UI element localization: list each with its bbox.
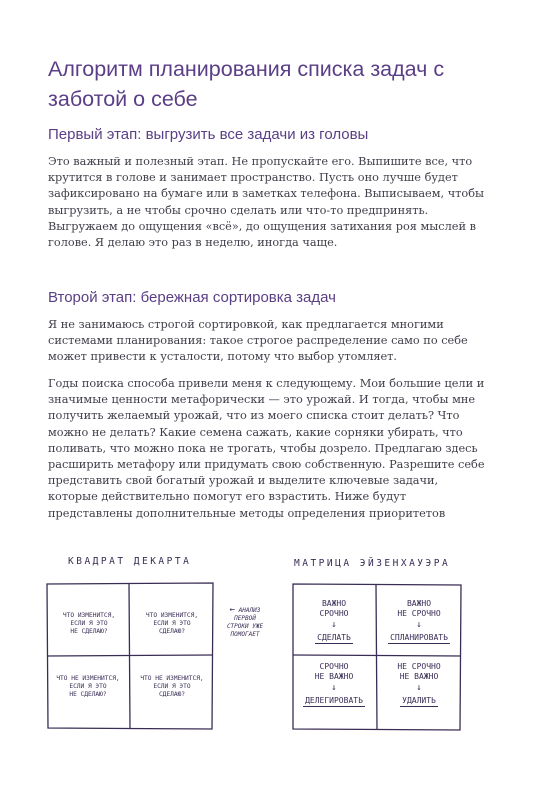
descartes-title: КВАДРАТ ДЕКАРТА	[68, 556, 192, 567]
arrow-down-icon: ↓	[331, 620, 337, 630]
stage2-paragraph-2: Годы поиска способа привели меня к следующему. Мои большие цели и значимые ценности метафорически — это урожай. И тогда, чтобы мне получить желаемый урожай, что из моего списка стоит делать? Что можно не делать? Какие семена сажать, какие сорняки убирать, что поливать, что можно пока не трогать, чтобы дозрело. Предлагаю здесь расширить метафору или придумать свою собственную. Разрешите себе представить свой богатый урожай и выделите ключевые задачи, которые действительно помогут его взрастить. Ниже будут представлены дополнительные методы определения приоритетов	[48, 377, 485, 520]
eisenhower-cell-delete: НЕ СРОЧНО НЕ ВАЖНО ↓ УДАЛИТЬ	[376, 662, 462, 707]
descartes-cell-1: ЧТО ИЗМЕНИТСЯ, ЕСЛИ Я ЭТО НЕ СДЕЛАЮ?	[62, 612, 116, 635]
stage1-paragraph: Это важный и полезный этап. Не пропускайте его. Выпишите все, что крутится в голове и занимает пространство. Пусть оно лучше будет зафиксировано на бумаге или в заметках телефона. Выписываем, чтобы выгрузить, а не чтобы срочно сделать или что-то предпринять. Выгружаем до ощущения «всё», до ощущения затихания роя мыслей в голове. Я делаю это раз в неделю, иногда чаще.	[48, 155, 485, 250]
descartes-note: ← АНАЛИЗ ПЕРВОЙ СТРОКИ УЖЕ ПОМОГАЕТ	[226, 605, 264, 638]
page-title: Алгоритм планирования списка задач с заботой о себе	[48, 57, 445, 111]
eisenhower-cell-do: ВАЖНО СРОЧНО ↓ СДЕЛАТЬ	[294, 599, 374, 644]
arrow-down-icon: ↓	[331, 683, 337, 693]
arrow-down-icon: ↓	[416, 683, 422, 693]
arrow-left-icon: ←	[229, 605, 236, 615]
eisenhower-cell-delegate: СРОЧНО НЕ ВАЖНО ↓ ДЕЛЕГИРОВАТЬ	[294, 662, 374, 707]
arrow-down-icon: ↓	[416, 620, 422, 630]
eisenhower-title: МАТРИЦА ЭЙЗЕНХАУЭРА	[294, 558, 451, 569]
descartes-cell-3: ЧТО НЕ ИЗМЕНИТСЯ, ЕСЛИ Я ЭТО НЕ СДЕЛАЮ?	[56, 675, 120, 698]
descartes-grid	[46, 582, 214, 730]
stage2-heading: Второй этап: бережная сортировка задач	[48, 289, 336, 306]
descartes-cell-2: ЧТО ИЗМЕНИТСЯ, ЕСЛИ Я ЭТО СДЕЛАЮ?	[145, 612, 199, 635]
stage1-heading: Первый этап: выгрузить все задачи из головы	[48, 126, 369, 143]
eisenhower-cell-plan: ВАЖНО НЕ СРОЧНО ↓ СПЛАНИРОВАТЬ	[376, 599, 462, 644]
stage2-paragraph-1: Я не занимаюсь строгой сортировкой, как предлагается многими системами планирования: такое строгое распределение само по себе может привести к усталости, потому что выбор утомляет.	[48, 318, 468, 364]
descartes-cell-4: ЧТО НЕ ИЗМЕНИТСЯ, ЕСЛИ Я ЭТО СДЕЛАЮ?	[140, 675, 204, 698]
